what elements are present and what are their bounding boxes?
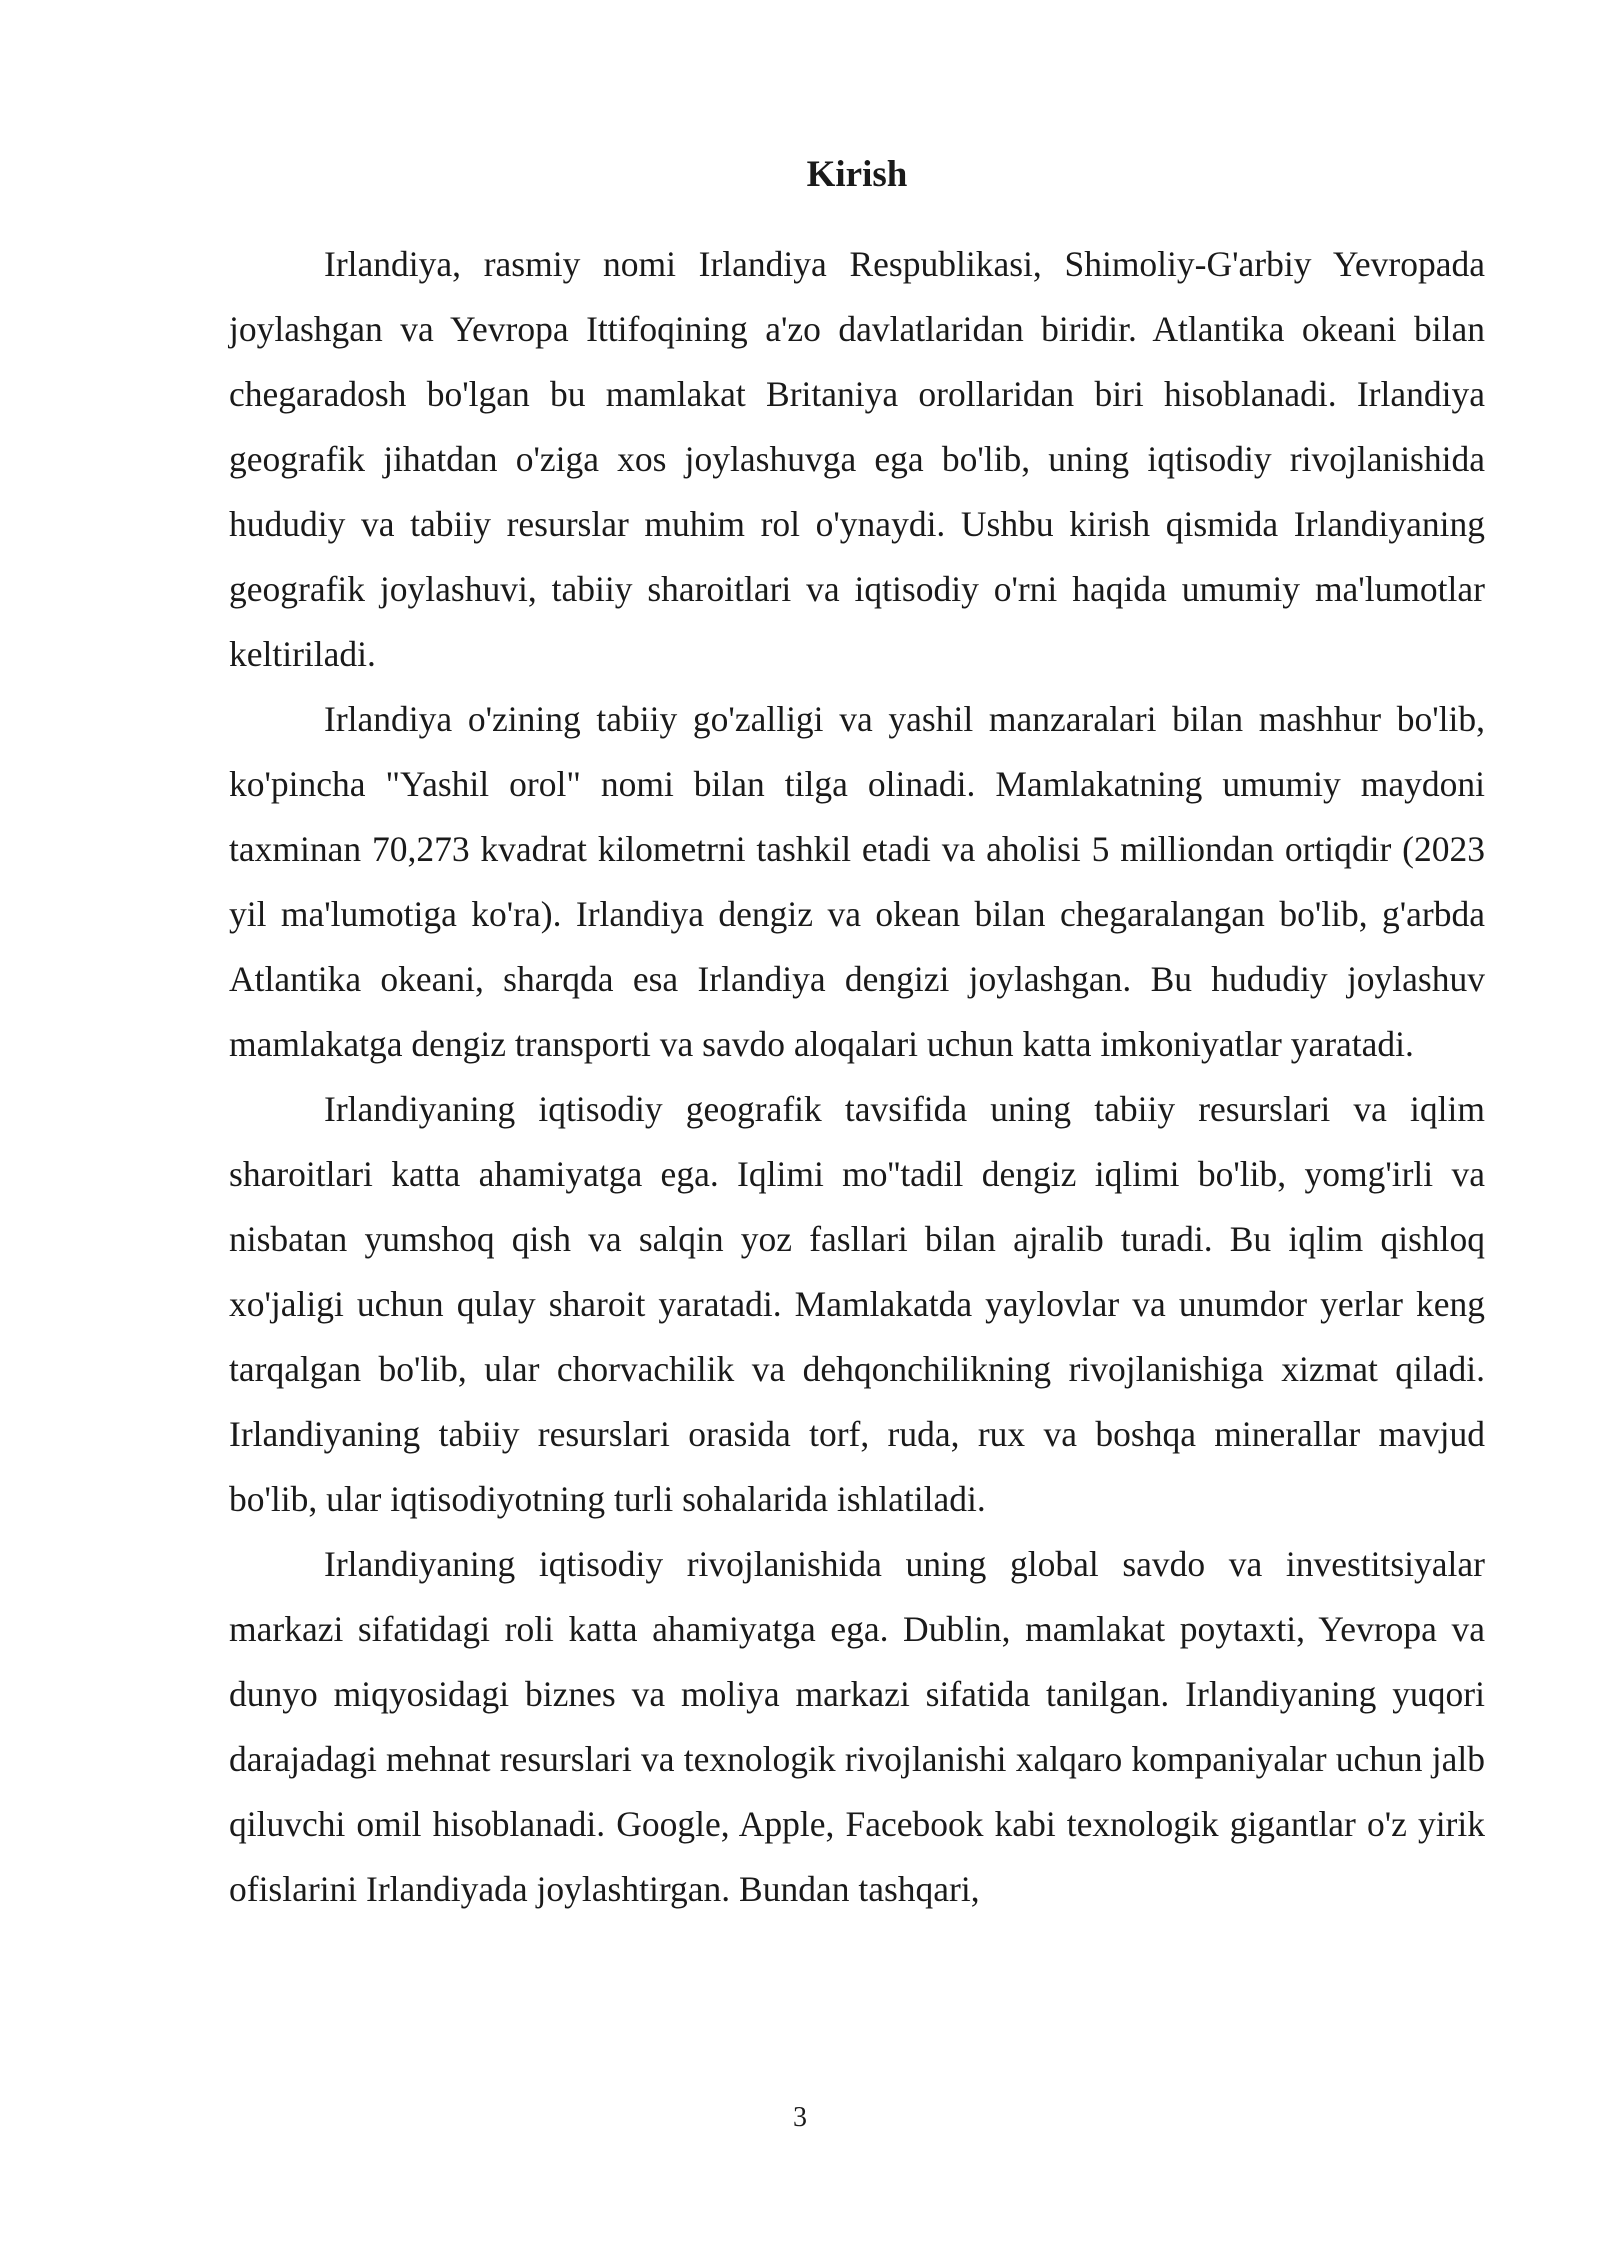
section-title: Kirish [806, 154, 908, 195]
page-number: 3 [793, 2102, 807, 2133]
paragraph-4: Irlandiyaning iqtisodiy rivojlanishida uning global savdo va investitsiyalar markazi sifatidagi roli katta ahamiyatga ega. Dublin, mamlakat poytaxti, Yevropa va dunyo miqyosidagi biznes va moliya markazi sifatida tanilgan. Irlandiyaning yuqori darajadagi mehnat resurslari va texnologik rivojlanishi xalqaro kompaniyalar uchun jalb qiluvchi omil hisoblanadi. Google, Apple, Facebook kabi texnologik gigantlar o'z yirik ofislarini Irlandiyada joylashtirgan. Bundan tashqari, [229, 1544, 1485, 1909]
paragraph-1: Irlandiya, rasmiy nomi Irlandiya Respublikasi, Shimoliy-G'arbiy Yevropada joylashgan va Yevropa Ittifoqining a'zo davlatlaridan biridir. Atlantika okeani bilan chegaradosh bo'lgan bu mamlakat Britaniya orollaridan biri hisoblanadi. Irlandiya geografik jihatdan o'ziga xos joylashuvga ega bo'lib, uning iqtisodiy rivojlanishida hududiy va tabiiy resurslar muhim rol o'ynaydi. Ushbu kirish qismida Irlandiyaning geografik joylashuvi, tabiiy sharoitlari va iqtisodiy o'rni haqida umumiy ma'lumotlar keltiriladi. [229, 244, 1485, 674]
page-content [229, 150, 1485, 1922]
paragraph-2: Irlandiya o'zining tabiiy go'zalligi va yashil manzaralari bilan mashhur bo'lib, ko'pincha "Yashil orol" nomi bilan tilga olinadi. Mamlakatning umumiy maydoni taxminan 70,273 kvadrat kilometrni tashkil etadi va aholisi 5 milliondan ortiqdir (2023 yil ma'lumotiga ko'ra). Irlandiya dengiz va okean bilan chegaralangan bo'lib, g'arbda Atlantika okeani, sharqda esa Irlandiya dengizi joylashgan. Bu hududiy joylashuv mamlakatga dengiz transporti va savdo aloqalari uchun katta imkoniyatlar yaratadi. [229, 699, 1485, 1064]
paragraph-3: Irlandiyaning iqtisodiy geografik tavsifida uning tabiiy resurslari va iqlim sharoitlari katta ahamiyatga ega. Iqlimi mo''tadil dengiz iqlimi bo'lib, yomg'irli va nisbatan yumshoq qish va salqin yoz fasllari bilan ajralib turadi. Bu iqlim qishloq xo'jaligi uchun qulay sharoit yaratadi. Mamlakatda yaylovlar va unumdor yerlar keng tarqalgan bo'lib, ular chorvachilik va dehqonchilikning rivojlanishiga xizmat qiladi. Irlandiyaning tabiiy resurslari orasida torf, ruda, rux va boshqa minerallar mavjud bo'lib, ular iqtisodiyotning turli sohalarida ishlatiladi. [229, 1089, 1485, 1519]
